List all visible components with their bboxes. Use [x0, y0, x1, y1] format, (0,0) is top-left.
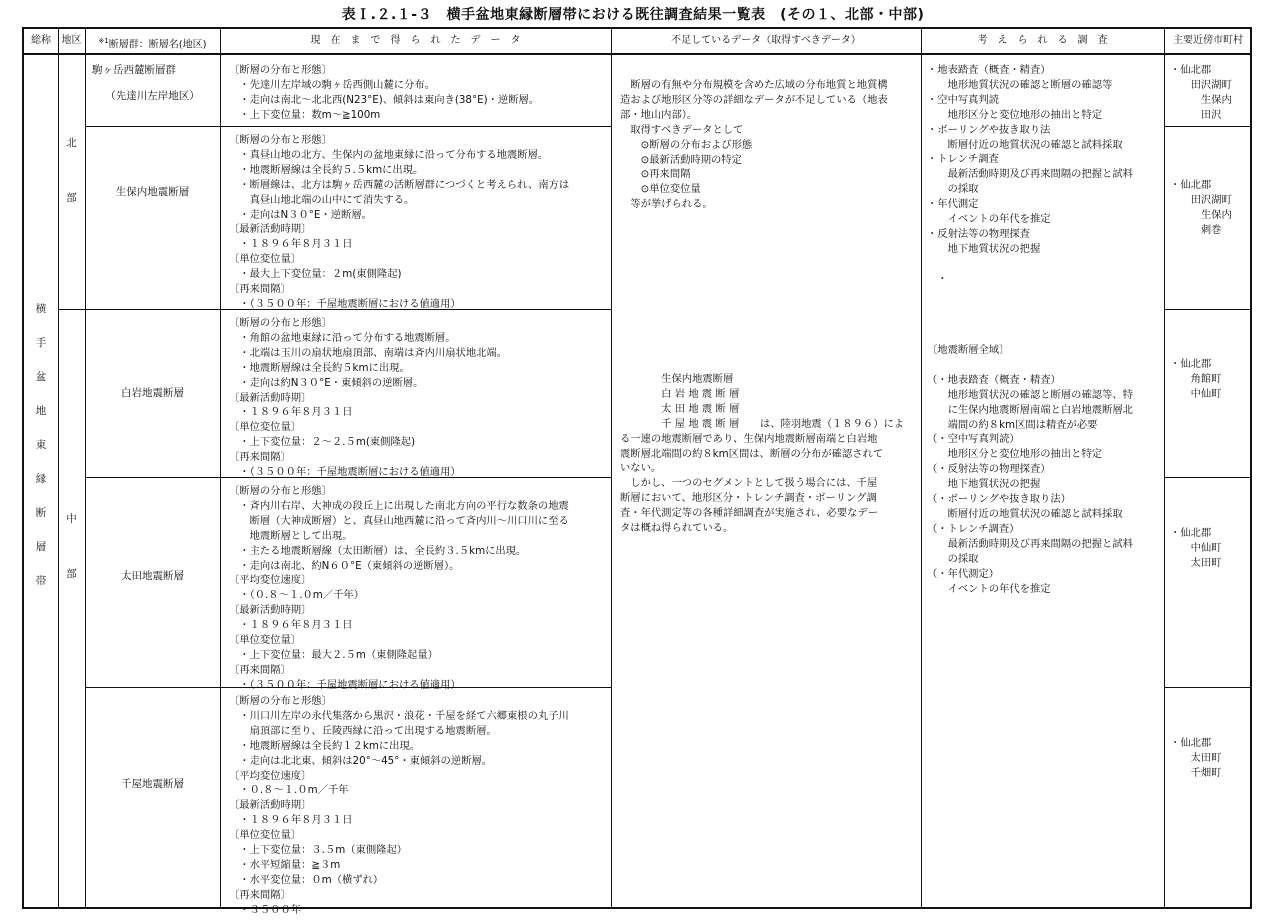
data-shiraiwa: 〔断層の分布と形態〕 ・角館の盆地東縁に沿って分布する地震断層。 ・北端は玉川の扇状地扇頂部、南端は斉内川扇状地北端。 ・地震断層線は全長約５kmに出現。 ・走向は約N３０°E・東傾斜の逆断層。 〔最新活動時期〕 ・１８９６年８月３１日 〔単位変位量〕 ・上下変位量：２～２.５m(東側隆起) 〔再来間隔〕 ・（３５００年：千屋地震断層における値適用） — [229, 317, 508, 479]
zone-char: 断 — [35, 507, 47, 519]
towns-senya: ・仙北郡 太田町 千畑町 — [1170, 737, 1222, 779]
header-chiku: 地区 — [61, 35, 82, 46]
header-surveys: 考 え ら れ る 調 査 — [977, 35, 1108, 46]
zone-char: 層 — [35, 541, 47, 553]
region-char: 北 — [66, 137, 77, 149]
zone-char: 地 — [35, 405, 47, 417]
grid-line — [220, 29, 221, 907]
header-lacking: 不足しているデータ（取得すべきデータ） — [671, 35, 861, 46]
header-danso-mark: ※1 — [98, 37, 109, 45]
zone-char: 縁 — [35, 473, 47, 485]
towns-komagatake: ・仙北郡 田沢湖町 生保内 田沢 — [1170, 64, 1232, 121]
towns-shiraiwa: ・仙北郡 角館町 中仙町 — [1170, 358, 1222, 400]
header-sosho: 総称 — [31, 35, 51, 46]
fault-name-shiraiwa: 白岩地震断層 — [121, 387, 184, 399]
data-ota: 〔断層の分布と形態〕 ・斉内川右岸、大神成の段丘上に出現した南北方向の平行な数条の地震 断層（大神成断層）と、真昼山地西麓に沿って斉内川～川口川に至る 地震断層として出現。 ・主たる地震断層線（太田断層）は、全長約３.５kmに出現。 ・走向は南北、約N６０°E（東傾斜の逆断層）。 〔平均変位速度〕 ・（０.８～１.０m／千年） 〔最新活動時期〕 ・１８９６年８月３１日 〔単位変位量〕 ・上下変位量：最大２.５m（東側隆起量） 〔再来間隔〕 ・（３５００年：千屋地震断層における値適用） — [229, 485, 569, 691]
fault-name-ota: 太田地震断層 — [121, 570, 184, 582]
grid-line — [1164, 687, 1252, 688]
fault-sub-komagatake: （先達川左岸地区） — [105, 90, 200, 102]
lacking-north: 断層の有無や分布規模を含めた広域の分布地質と地質構 造および地形区分等の詳細なデータが不足している（地表 部・地山内部）。 取得すべきデータとして ⊙断層の分布および形態 ⊙最新活動時期の特定 ⊙再来間隔 ⊙単位変位量 等が挙げられる。 — [620, 79, 888, 211]
grid-line — [611, 29, 612, 907]
zone-char: 帯 — [35, 575, 47, 587]
grid-line — [1164, 309, 1252, 310]
zone-char: 横 — [35, 303, 47, 315]
header-danso — [85, 29, 220, 53]
data-obonai: 〔断層の分布と形態〕 ・真昼山地の北方、生保内の盆地東縁に沿って分布する地震断層。 ・地震断層線は全長約５.５kmに出現。 ・断層線は、北方は駒ヶ岳西麓の活断層群につづくと考えられ、南方は 真昼山地北端の山中にて消失する。 ・走向はN３０°E・逆断層。 〔最新活動時期〕 ・１８９６年８月３１日 〔単位変位量〕 ・最大上下変位量：２m(東側隆起) 〔再来間隔〕 ・（３５００年：千屋地震断層における値適用） — [229, 134, 570, 310]
grid-line — [921, 29, 922, 907]
surveys-north: ・地表踏査（概査・精査） 地形地質状況の確認と断層の確認等 ・空中写真判読 地形区分と変位地形の抽出と特定 ・ボーリングや抜き取り法 断層付近の地質状況の確認と試料採取 ・トレンチ調査 最新活動時期及び再来間隔の把握と試料 の採取 ・年代測定 イベントの年代を推定 ・反射法等の物理探査 地下地質状況の把握 ・ — [927, 64, 1133, 285]
survey-results-table — [22, 27, 1252, 916]
data-senya: 〔断層の分布と形態〕 ・川口川左岸の永代集落から黒沢・浪花・千屋を経て六郷東根の丸子川 扇頂部に至り、丘陵西縁に沿って出現する地震断層。 ・地震断層線は全長約１２kmに出現。 ・走向は北北東、傾斜は20°～45°・東傾斜の逆断層。 〔平均変位速度〕 ・０.８～１.０m／千年 〔最新活動時期〕 ・１８９６年８月３１日 〔単位変位量〕 ・上下変位量：３.５m（東側隆起） ・水平短縮量：≧３m ・水平変位量：０m（横ずれ） 〔再来間隔〕 ・３５００年 — [229, 695, 569, 916]
header-data-now: 現 在 ま で 得 ら れ た デ ー タ — [310, 35, 521, 46]
fault-name-senya: 千屋地震断層 — [121, 778, 184, 790]
data-komagatake: 〔断層の分布と形態〕 ・先達川左岸域の駒ヶ岳西側山麓に分布。 ・走向は南北～北北西(N23°E)、傾斜は東向き(38°E)・逆断層。 ・上下変位量：数m～≧100m — [229, 64, 540, 121]
grid-line — [85, 126, 611, 127]
zone-char: 手 — [35, 337, 47, 349]
towns-obonai: ・仙北郡 田沢湖町 生保内 刺巻 — [1170, 179, 1232, 236]
grid-line — [85, 29, 86, 907]
towns-ota: ・仙北郡 中仙町 太田町 — [1170, 527, 1222, 569]
fault-name-obonai: 生保内地震断層 — [115, 186, 190, 198]
surveys-middle: 〔地震断層全域〕 （・地表踏査（概査・精査） 地形地質状況の確認と断層の確認等、特 に生保内地震断層南端と白岩地震断層北 端間の約８km区間は精査が必要 （・空中写真判読） 地形区分と変位地形の抽出と特定 （・反射法等の物理探査） 地下地質状況の把握 （・ボーリングや抜き取り法） 断層付近の地質状況の確認と試料採取 （・トレンチ調査） 最新活動時期及び再来間隔の把握と試料 の採取 （・年代測定） イベントの年代を推定 — [927, 344, 1133, 595]
region-char: 部 — [66, 568, 77, 580]
zone-name-vertical — [24, 301, 58, 588]
region-char: 部 — [66, 192, 77, 204]
header-rule — [24, 53, 1250, 55]
grid-line — [1164, 126, 1252, 127]
region-north — [58, 135, 85, 205]
lacking-middle: 生保内地震断層 白 岩 地 震 断 層 太 田 地 震 断 層 千 屋 地 震 断 層 は、陸羽地震（１８９６）によ る一連の地震断層であり、生保内地震断層南端と白岩地 震断層北端間の約８km区間は、断層の分布が確認されて いない。 しかし、一つのセグメントとして扱う場合には、千屋 断層において、地形区分・トレンチ調査・ボーリング調 査・年代測定等の各種詳細調査が実施され、必要なデー タは概ね得られている。 — [620, 373, 905, 535]
region-char: 中 — [66, 513, 77, 525]
zone-char: 盆 — [35, 371, 47, 383]
region-middle — [58, 511, 85, 581]
header-danso-label: 断層群：断層名(地区) — [108, 39, 207, 51]
grid-line — [1164, 477, 1252, 478]
document-title: 表Ｉ.２.１-３ 横手盆地東縁断層帯における既往調査結果一覧表 (その１、北部・中部) — [341, 7, 925, 23]
grid-line — [1164, 29, 1165, 907]
zone-char: 東 — [35, 439, 47, 451]
fault-name-komagatake: 駒ヶ岳西麓断層群 — [92, 64, 176, 76]
header-towns: 主要近傍市町村 — [1173, 35, 1243, 46]
